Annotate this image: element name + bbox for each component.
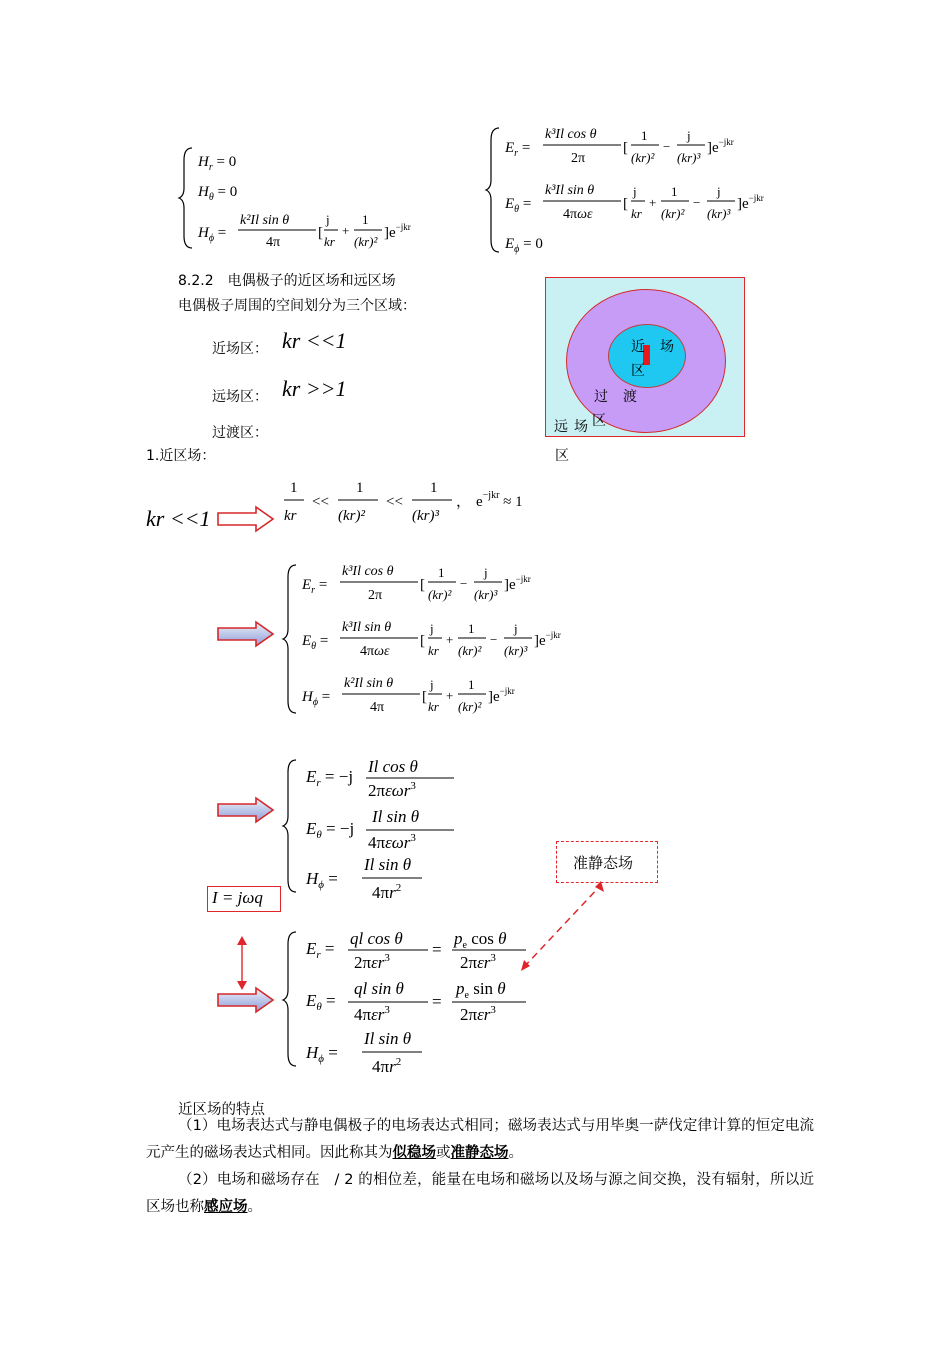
paragraph-1: [146, 1113, 814, 1167]
paragraph-1-or: 或: [436, 1145, 451, 1161]
svg-text:Er =: $E_r$ =: [505, 140, 531, 159]
far-zone-text-2: 场: [574, 419, 588, 435]
svg-text:[: [: [623, 196, 628, 212]
svg-text:(kr)³: (kr)³: [707, 206, 731, 221]
paragraph-2-end: 。: [247, 1199, 262, 1215]
svg-text:]e−jkr: ]$e^{-jkr}$: [384, 222, 411, 241]
svg-text:Il cos θ: Il cos θ: [368, 757, 418, 776]
svg-text:2πεr3: 2πεr$^3$: [460, 952, 496, 972]
near-zone-condition: kr <<1: [282, 328, 347, 353]
term-quasi-steady: 似稳场: [392, 1145, 436, 1161]
svg-text:Eθ =: $E_\theta$ =: [302, 633, 329, 652]
svg-text:j: j: [326, 212, 330, 227]
svg-text:j: j: [514, 621, 518, 636]
near-field-approx-equations: [282, 752, 502, 910]
svg-text:2πεωr3: 2πεωr$^3$: [368, 780, 416, 800]
paragraph-1-end: 。: [508, 1145, 523, 1161]
svg-text:=: =: [432, 940, 442, 959]
svg-text:Er =: $E_r$ =: [306, 939, 335, 961]
svg-text:kr: kr: [631, 206, 642, 221]
svg-text:，: ，: [456, 494, 472, 510]
svg-text:k³Il sin θ: k³Il sin θ: [342, 620, 392, 635]
far-zone-text-3: 区: [555, 448, 569, 464]
svg-text:]e−jkr: ]$e^{-jkr}$: [707, 137, 734, 156]
section-heading: 8.2.2 电偶极子的近区场和远区场: [178, 273, 396, 289]
svg-text:k³Il sin θ: k³Il sin θ: [545, 183, 595, 198]
blue-right-arrow-icon: [216, 620, 276, 648]
svg-text:kr: kr: [428, 699, 439, 714]
svg-text:k²Il sin θ: k²Il sin θ: [240, 213, 290, 228]
svg-text:[: [: [623, 140, 628, 156]
term-quasi-static: 准静态场: [450, 1145, 509, 1161]
svg-text:]e−jkr: ]$e^{-jkr}$: [504, 574, 531, 593]
svg-text:Hϕ =: $H_\phi$ =: [198, 225, 227, 244]
far-zone-text-1: 远: [554, 419, 568, 435]
svg-text:e−jkr ≈ 1: $e^{-jkr} \approx 1$: [476, 490, 523, 510]
svg-text:−: −: [693, 195, 701, 210]
svg-text:4π: 4π: [370, 700, 385, 715]
svg-text:1: 1: [362, 212, 369, 227]
svg-text:4π: 4π: [266, 235, 281, 250]
svg-text:kr: kr: [324, 234, 335, 249]
svg-text:4πωε: 4πωε: [360, 644, 390, 659]
outline-right-arrow-icon: [216, 505, 276, 533]
transition-zone-text-3: 区: [592, 413, 606, 429]
svg-text:k³Il cos θ: k³Il cos θ: [342, 564, 394, 579]
current-charge-relation: I = jωq: [212, 888, 263, 907]
vertical-double-arrow-icon: [235, 936, 249, 990]
term-induction-field: 感应场: [204, 1199, 248, 1215]
svg-text:(kr)³: (kr)³: [504, 643, 528, 658]
svg-text:(kr)²: (kr)²: [428, 587, 452, 602]
top-h-field-equations: [178, 140, 438, 260]
svg-text:j: j: [687, 128, 691, 143]
svg-text:ql cos θ: ql cos θ: [350, 929, 403, 948]
svg-text:Er = −j: $E_r = -j$: [306, 767, 354, 789]
region-diagram: [545, 277, 745, 437]
svg-text:(kr)²: (kr)²: [338, 508, 365, 524]
transition-zone-label: 过渡区：: [212, 425, 268, 441]
blue-right-arrow-icon: [216, 986, 276, 1014]
svg-text:=: =: [432, 992, 442, 1011]
svg-text:(kr)²: (kr)²: [661, 206, 685, 221]
svg-text:4πεr3: 4πεr$^3$: [354, 1004, 390, 1024]
svg-text:(kr)²: (kr)²: [354, 234, 378, 249]
near-zone-label: 近场区：: [212, 341, 268, 357]
svg-text:[: [: [420, 633, 425, 649]
svg-text:4πωε: 4πωε: [563, 207, 593, 222]
svg-text:Il sin θ: Il sin θ: [372, 807, 420, 826]
svg-text:Eθ = −j: $E_\theta = -j$: [306, 819, 355, 841]
svg-text:<<: <<: [386, 494, 403, 510]
svg-text:]e−jkr: ]$e^{-jkr}$: [534, 630, 561, 649]
svg-text:(kr)³: (kr)³: [677, 150, 701, 165]
svg-text:j: j: [717, 184, 721, 199]
svg-text:(kr)²: (kr)²: [458, 643, 482, 658]
svg-text:j: j: [633, 184, 637, 199]
svg-text:k³Il cos θ: k³Il cos θ: [545, 127, 597, 142]
paragraph-2-text: （2）电场和磁场存在 / 2 的相位差，能量在电场和磁场以及场与源之间交换，没有辐射，所以近区场也称: [146, 1172, 814, 1215]
svg-text:]e−jkr: ]$e^{-jkr}$: [737, 193, 764, 212]
svg-text:1: 1: [468, 677, 475, 692]
svg-text:(kr)³: (kr)³: [412, 508, 439, 524]
near-zone-text-3: 区: [631, 363, 645, 379]
svg-text:1: 1: [671, 184, 678, 199]
svg-text:1: 1: [438, 565, 445, 580]
svg-text:2πεr3: 2πεr$^3$: [354, 952, 390, 972]
transition-zone-text-2: 渡: [623, 389, 637, 405]
svg-text:2π: 2π: [368, 588, 383, 603]
svg-text:4πr2: $4\pi r^2$: [372, 1056, 402, 1076]
kr-condition-label: kr <<1: [146, 506, 211, 531]
svg-text:kr: kr: [284, 508, 297, 524]
svg-text:−: −: [663, 139, 671, 154]
svg-text:Eϕ = 0: $E_\phi = 0$: [505, 236, 543, 255]
svg-text:j: j: [484, 565, 488, 580]
paragraph-1-text: （1）电场表达式与静电偶极子的电场表达式相同；磁场表达式与用毕奥一萨伐定律计算的恒定电流元产生的磁场表达式相同。因此称其为: [146, 1118, 814, 1161]
svg-text:Hr = 0: $H_r = 0$: [198, 154, 237, 173]
svg-text:−: −: [490, 632, 498, 647]
svg-text:(kr)²: (kr)²: [458, 699, 482, 714]
svg-text:+: +: [342, 223, 350, 238]
svg-text:1: 1: [290, 480, 298, 496]
quasi-static-label: 准静态场: [573, 854, 634, 872]
svg-text:Eθ =: $E_\theta$ =: [505, 196, 532, 215]
near-field-heading: 1.近区场：: [146, 448, 216, 464]
svg-text:k²Il sin θ: k²Il sin θ: [344, 676, 394, 691]
svg-text:+: +: [446, 688, 454, 703]
svg-text:1: 1: [468, 621, 475, 636]
svg-text:[: [: [318, 225, 323, 241]
top-e-field-equations: [485, 120, 815, 265]
svg-text:pe cos θ: $p_e$ cos θ: [454, 929, 507, 951]
svg-text:pe sin θ: $p_e$ sin θ: [456, 979, 506, 1001]
near-zone-text-2: 场: [660, 339, 674, 355]
regions-intro: 电偶极子周围的空间划分为三个区域：: [178, 298, 416, 314]
svg-text:+: +: [649, 195, 657, 210]
svg-text:+: +: [446, 632, 454, 647]
svg-text:1: 1: [356, 480, 364, 496]
svg-text:(kr)²: (kr)²: [631, 150, 655, 165]
svg-text:4πεωr3: 4πεωr$^3$: [368, 832, 416, 852]
svg-text:<<: <<: [312, 494, 329, 510]
svg-text:Il sin θ: Il sin θ: [364, 855, 412, 874]
svg-text:(kr)³: (kr)³: [474, 587, 498, 602]
svg-text:]e−jkr: ]$e^{-jkr}$: [488, 686, 515, 705]
svg-text:4πr2: $4\pi r^2$: [372, 882, 402, 902]
svg-text:Er =: $E_r$ =: [302, 577, 328, 596]
svg-text:kr: kr: [428, 643, 439, 658]
svg-text:Hϕ =: $H_\phi$ =: [302, 689, 331, 708]
near-zone-text-1: 近: [631, 339, 645, 355]
transition-zone-text-1: 过: [594, 389, 608, 405]
svg-text:ql sin θ: ql sin θ: [354, 979, 404, 998]
svg-text:Il sin θ: Il sin θ: [364, 1029, 412, 1048]
svg-text:Hϕ =: $H_\phi$ =: [306, 869, 338, 891]
svg-text:Hθ = 0: $H_\theta = 0$: [198, 184, 238, 203]
far-zone-label: 远场区：: [212, 389, 268, 405]
svg-text:Hϕ =: $H_\phi$ =: [306, 1043, 338, 1065]
svg-text:2πεr3: 2πεr$^3$: [460, 1004, 496, 1024]
svg-text:j: j: [430, 621, 434, 636]
svg-text:2π: 2π: [571, 151, 586, 166]
svg-text:j: j: [430, 677, 434, 692]
svg-text:1: 1: [641, 128, 648, 143]
svg-text:−: −: [460, 576, 468, 591]
features-title: 近区场的特点: [178, 1102, 265, 1118]
svg-text:Eθ =: $E_\theta$ =: [306, 991, 336, 1013]
near-field-full-equations: [282, 555, 612, 735]
svg-text:[: [: [422, 689, 427, 705]
approximation-relations: [280, 476, 550, 536]
svg-text:[: [: [420, 577, 425, 593]
near-field-static-equations: [282, 922, 542, 1088]
paragraph-2: [146, 1167, 814, 1221]
svg-text:1: 1: [430, 480, 438, 496]
blue-right-arrow-icon: [216, 796, 276, 824]
far-zone-condition: kr >>1: [282, 376, 347, 401]
